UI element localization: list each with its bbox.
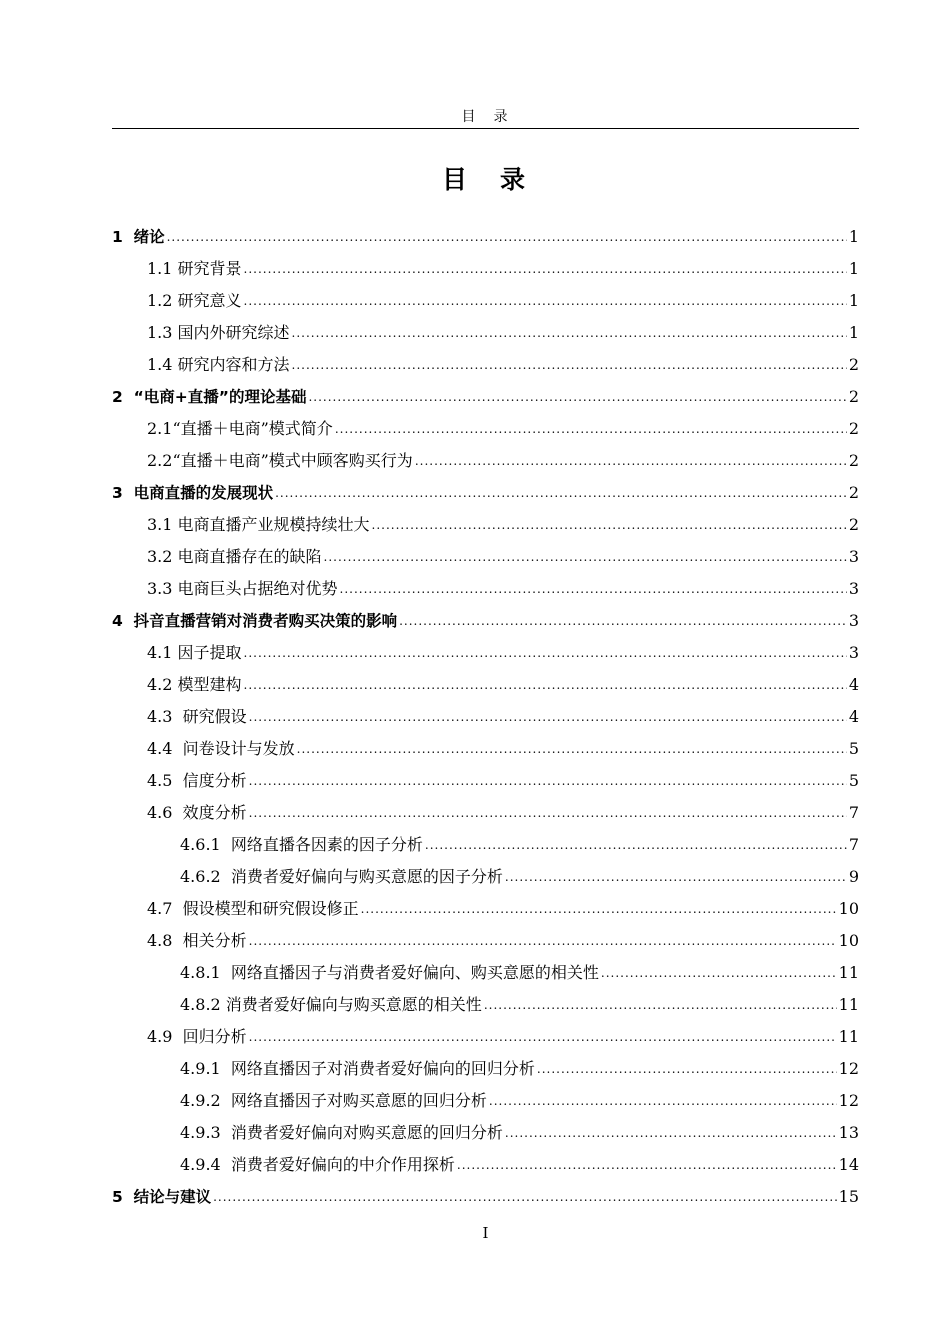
toc-entry[interactable] (112, 861, 859, 893)
toc-entry-page: 2 (848, 515, 859, 534)
page-number: I (482, 1224, 489, 1242)
toc-leader-dots (249, 797, 847, 829)
toc-entry-page: 4 (848, 707, 859, 726)
toc-entry-page: 4 (848, 675, 859, 694)
toc-entry[interactable] (112, 477, 859, 509)
toc-leader-dots (489, 1085, 837, 1117)
toc-entry[interactable] (112, 445, 859, 477)
toc-leader-dots (457, 1149, 837, 1181)
toc-entry[interactable] (112, 637, 859, 669)
toc-entry-page: 1 (848, 323, 859, 342)
toc-entry-label: 4.6 效度分析 (147, 803, 247, 822)
toc-entry-page: 3 (848, 547, 859, 566)
toc-entry-label: 4.2 模型建构 (147, 675, 242, 694)
toc-entry[interactable] (112, 509, 859, 541)
toc-leader-dots (372, 509, 847, 541)
toc-leader-dots (505, 861, 847, 893)
toc-entry-label: 3.3 电商巨头占据绝对优势 (147, 579, 338, 598)
toc-entry[interactable] (112, 285, 859, 317)
toc-entry-label: 4.5 信度分析 (147, 771, 247, 790)
toc-entry-page: 5 (848, 739, 859, 758)
toc-entry-label: 4.8.2 消费者爱好偏向与购买意愿的相关性 (180, 995, 482, 1014)
toc-entry-label: 4.6.2 消费者爱好偏向与购买意愿的因子分析 (180, 867, 503, 886)
toc-leader-dots (601, 957, 837, 989)
toc-entry[interactable] (112, 1085, 859, 1117)
toc-entry-page: 12 (838, 1091, 859, 1110)
toc-entry[interactable] (112, 701, 859, 733)
toc-leader-dots (167, 221, 847, 253)
toc-entry[interactable] (112, 317, 859, 349)
toc-leader-dots (249, 1021, 837, 1053)
toc-entry[interactable] (112, 1117, 859, 1149)
toc-entry-page: 3 (848, 643, 859, 662)
toc-entry-label: 4.9.1 网络直播因子对消费者爱好偏向的回归分析 (180, 1059, 535, 1078)
toc-entry-page: 15 (838, 1187, 859, 1206)
page-title: 目 录 (441, 165, 529, 194)
toc-entry[interactable] (112, 989, 859, 1021)
toc-leader-dots (244, 285, 847, 317)
toc-entry-label: 4.3 研究假设 (147, 707, 247, 726)
toc-entry-label: 4.6.1 网络直播各因素的因子分析 (180, 835, 423, 854)
toc-entry[interactable] (112, 893, 859, 925)
toc-leader-dots (425, 829, 847, 861)
toc-entry-page: 1 (848, 259, 859, 278)
toc-entry[interactable] (112, 669, 859, 701)
toc-entry-page: 5 (848, 771, 859, 790)
toc-leader-dots (361, 893, 837, 925)
toc-entry-page: 2 (848, 483, 859, 502)
toc-entry-label: 4.9.3 消费者爱好偏向对购买意愿的回归分析 (180, 1123, 503, 1142)
toc-entry[interactable] (112, 349, 859, 381)
toc-entry-page: 1 (848, 227, 859, 246)
toc-entry-label: 4.9.4 消费者爱好偏向的中介作用探析 (180, 1155, 455, 1174)
toc-leader-dots (308, 381, 846, 413)
toc-entry-label: 4.7 假设模型和研究假设修正 (147, 899, 359, 918)
header-rule (112, 128, 859, 129)
toc-entry-label: 3.2 电商直播存在的缺陷 (147, 547, 322, 566)
toc-entry-label: 1 绪论 (112, 228, 165, 246)
toc-leader-dots (415, 445, 847, 477)
toc-entry[interactable] (112, 221, 859, 253)
toc-leader-dots (213, 1181, 837, 1213)
toc-entry[interactable] (112, 541, 859, 573)
toc-entry[interactable] (112, 765, 859, 797)
toc-leader-dots (275, 477, 847, 509)
table-of-contents (112, 221, 859, 1213)
toc-entry[interactable] (112, 797, 859, 829)
toc-entry-page: 7 (848, 803, 859, 822)
toc-leader-dots (249, 701, 847, 733)
toc-entry-label: 3.1 电商直播产业规模持续壮大 (147, 515, 370, 534)
toc-entry-label: 4 抖音直播营销对消费者购买决策的影响 (112, 612, 398, 630)
toc-entry-label: 4.9.2 网络直播因子对购买意愿的回归分析 (180, 1091, 487, 1110)
toc-entry[interactable] (112, 1021, 859, 1053)
toc-entry[interactable] (112, 253, 859, 285)
toc-leader-dots (292, 349, 847, 381)
toc-entry[interactable] (112, 1053, 859, 1085)
toc-entry-label: 4.1 因子提取 (147, 643, 242, 662)
toc-entry-label: 4.8.1 网络直播因子与消费者爱好偏向、购买意愿的相关性 (180, 963, 599, 982)
toc-entry-page: 11 (838, 1027, 859, 1046)
toc-entry-page: 1 (848, 291, 859, 310)
toc-entry-page: 2 (848, 355, 859, 374)
toc-entry-page: 11 (838, 995, 859, 1014)
toc-entry-label: 1.4 研究内容和方法 (147, 355, 290, 374)
toc-leader-dots (399, 605, 847, 637)
toc-entry[interactable] (112, 925, 859, 957)
toc-entry-label: 2.2“直播＋电商”模式中顾客购买行为 (147, 451, 413, 470)
toc-entry-page: 2 (848, 451, 859, 470)
toc-entry-label: 5 结论与建议 (112, 1188, 212, 1206)
toc-leader-dots (297, 733, 847, 765)
toc-entry-page: 14 (838, 1155, 859, 1174)
toc-entry-page: 2 (848, 387, 859, 406)
toc-entry[interactable] (112, 733, 859, 765)
toc-entry-page: 2 (848, 419, 859, 438)
toc-entry[interactable] (112, 829, 859, 861)
toc-entry-label: 3 电商直播的发展现状 (112, 484, 274, 502)
toc-entry[interactable] (112, 957, 859, 989)
toc-leader-dots (324, 541, 847, 573)
toc-entry-label: 2.1“直播＋电商”模式简介 (147, 419, 333, 438)
toc-entry-label: 4.9 回归分析 (147, 1027, 247, 1046)
toc-entry[interactable] (112, 1149, 859, 1181)
toc-entry[interactable] (112, 1181, 859, 1213)
toc-leader-dots (340, 573, 847, 605)
toc-leader-dots (249, 765, 847, 797)
toc-entry-label: 1.3 国内外研究综述 (147, 323, 290, 342)
toc-leader-dots (292, 317, 847, 349)
toc-entry[interactable] (112, 413, 859, 445)
toc-entry-label: 4.8 相关分析 (147, 931, 247, 950)
toc-entry[interactable] (112, 573, 859, 605)
toc-entry-page: 3 (848, 611, 859, 630)
toc-entry-page: 10 (838, 899, 859, 918)
toc-leader-dots (484, 989, 837, 1021)
toc-entry-page: 3 (848, 579, 859, 598)
toc-entry-page: 13 (838, 1123, 859, 1142)
toc-entry-page: 9 (848, 867, 859, 886)
toc-entry-page: 7 (848, 835, 859, 854)
toc-entry-label: 2 “电商+直播”的理论基础 (112, 388, 307, 406)
toc-entry[interactable] (112, 381, 859, 413)
toc-entry-page: 10 (838, 931, 859, 950)
toc-leader-dots (244, 637, 847, 669)
toc-entry-page: 12 (838, 1059, 859, 1078)
toc-leader-dots (244, 253, 847, 285)
toc-entry-label: 4.4 问卷设计与发放 (147, 739, 295, 758)
toc-entry-label: 1.2 研究意义 (147, 291, 242, 310)
toc-leader-dots (537, 1053, 837, 1085)
toc-entry-page: 11 (838, 963, 859, 982)
toc-leader-dots (244, 669, 847, 701)
toc-leader-dots (335, 413, 847, 445)
toc-leader-dots (505, 1117, 837, 1149)
toc-leader-dots (249, 925, 837, 957)
toc-entry[interactable] (112, 605, 859, 637)
running-header: 目 录 (461, 109, 510, 125)
toc-entry-label: 1.1 研究背景 (147, 259, 242, 278)
